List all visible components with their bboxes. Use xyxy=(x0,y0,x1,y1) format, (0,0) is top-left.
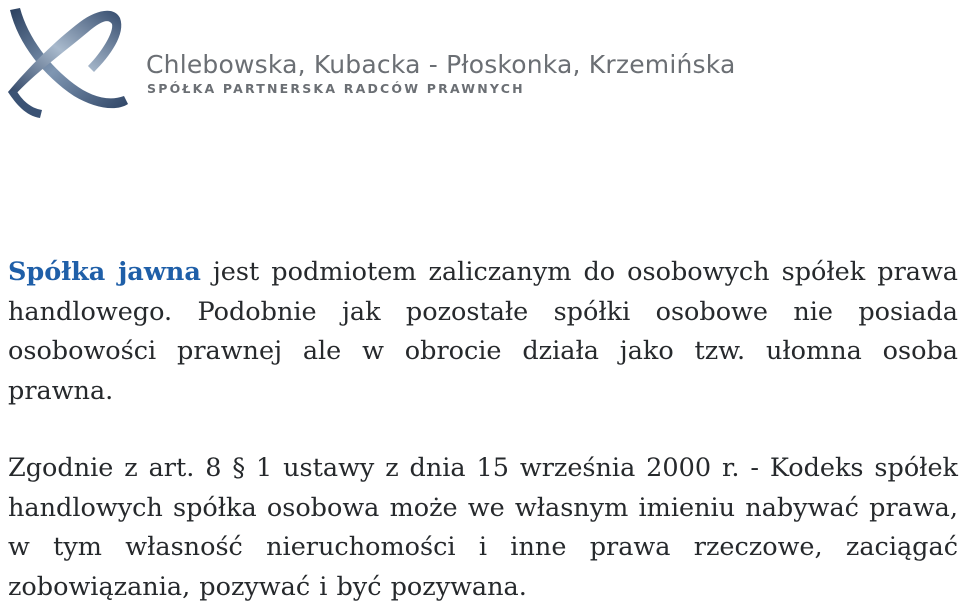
firm-subtitle: SPÓŁKA PARTNERSKA RADCÓW PRAWNYCH xyxy=(147,81,525,96)
paragraph-definition-text: jest podmiotem zaliczanym do osobowych spółek prawa handlowego. Podobnie jak pozostałe spółki osobowe nie posiada osobowości prawnej ale w obrocie działa jako tzw. ułomna osoba prawna. xyxy=(8,257,958,406)
highlighted-term: Spółka jawna xyxy=(8,257,201,287)
letterhead xyxy=(0,0,960,130)
document-body xyxy=(8,253,958,607)
paragraph-legal-basis: Zgodnie z art. 8 § 1 ustawy z dnia 15 września 2000 r. - Kodeks spółek handlowych spółka osobowa może we własnym imieniu nabywać prawa, w tym własność nieruchomości i inne prawa rzeczowe, zaciągać zobowiązania, pozywać i być pozywana. xyxy=(8,453,958,602)
firm-name: Chlebowska, Kubacka - Płoskonka, Krzemińska xyxy=(146,50,736,79)
firm-ribbon-logo-icon xyxy=(4,4,132,122)
paragraph-definition xyxy=(8,253,958,411)
